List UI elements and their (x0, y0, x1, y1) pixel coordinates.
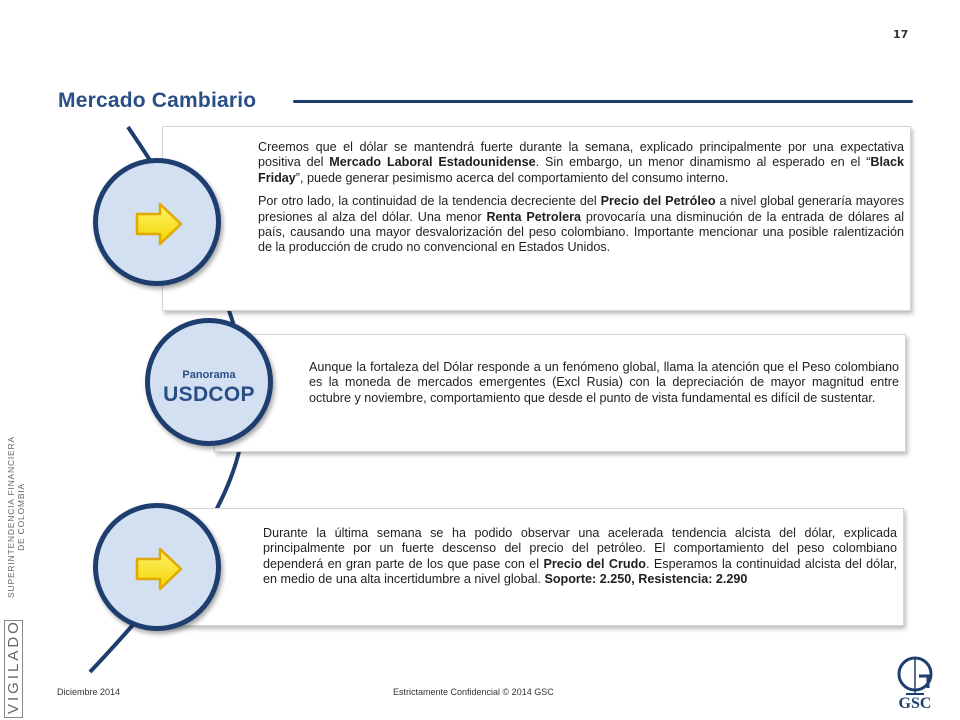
body-text: provocaría una disminución de la entrada de dólares al país, causando una mayor desvalorización del peso colombiano. Importante mencionar una posible ralentización de la producción de crudo no convencional en Estados Unidos. (258, 209, 905, 255)
card-paragraph (258, 140, 904, 186)
body-text: Aunque la fortaleza del Dólar responde a un fenómeno global, llama la atención que el Peso colombiano es la moneda de mercados emergentes (Excl Rusia) con la depreciación de mayor magnitud entre octubre y noviembre, comportamiento que desde el punto de vista fundamental es difícil de sustentar. (309, 360, 899, 405)
arrow-circle-outlook (93, 158, 221, 286)
highlight-text: Precio del Crudo (543, 556, 646, 571)
right-arrow-icon (134, 200, 184, 248)
vigilado-label: VIGILADO (4, 620, 23, 718)
body-text: Por otro lado, la continuidad de la tendencia decreciente del (258, 194, 601, 209)
content-card-recent (162, 508, 904, 626)
highlight-text: Mercado Laboral Estadounidense (329, 155, 536, 170)
content-card-outlook (162, 126, 911, 311)
footer-date: Diciembre 2014 (57, 687, 121, 697)
body-text: . Esperamos la continuidad alcista del dólar, en medio de una alta incertidumbre a nivel global. (263, 556, 897, 587)
page-title: Mercado Cambiario (58, 89, 257, 112)
highlight-text: Soporte: 2.250, Resistencia: 2.290 (544, 572, 748, 587)
highlight-text: Precio del Petróleo (600, 194, 716, 209)
page-number: 17 (893, 28, 909, 41)
right-arrow-icon (134, 545, 184, 593)
body-text: Durante la última semana se ha podido observar una acelerada tendencia alcista del dólar, explicada principalmente por un fuerte descenso del precio del petróleo. El comportamiento del peso colombiano dependerá en gran parte de los que pase con el (263, 526, 897, 571)
panorama-label: Panorama (182, 369, 236, 381)
supervisor-label: SUPERINTENDENCIA FINANCIERA DE COLOMBIA (6, 436, 26, 598)
card-paragraph (258, 194, 904, 256)
highlight-text: Black Friday (258, 155, 904, 185)
body-text: Creemos que el dólar se mantendrá fuerte durante la semana, explicado principalmente por una expectativa positiva del (258, 140, 904, 170)
body-text: . Sin embargo, un menor dinamismo al esperado en el “ (535, 155, 871, 170)
highlight-text: Renta Petrolera (486, 209, 581, 224)
card-paragraph (263, 526, 897, 588)
gsc-logo-text: GSC (898, 695, 932, 712)
panorama-value: USDCOP (163, 383, 255, 406)
card-paragraph (309, 360, 899, 406)
arrow-circle-recent (93, 503, 221, 631)
body-text: ”, puede generar pesimismo acerca del comportamiento del consumo interno. (295, 170, 729, 185)
content-card-panorama (214, 334, 906, 452)
body-text: a nivel global generaría mayores presiones al alza del dólar. Una menor (258, 194, 904, 224)
panorama-circle (145, 318, 273, 446)
footer-confidential: Estrictamente Confidencial © 2014 GSC (393, 687, 554, 697)
